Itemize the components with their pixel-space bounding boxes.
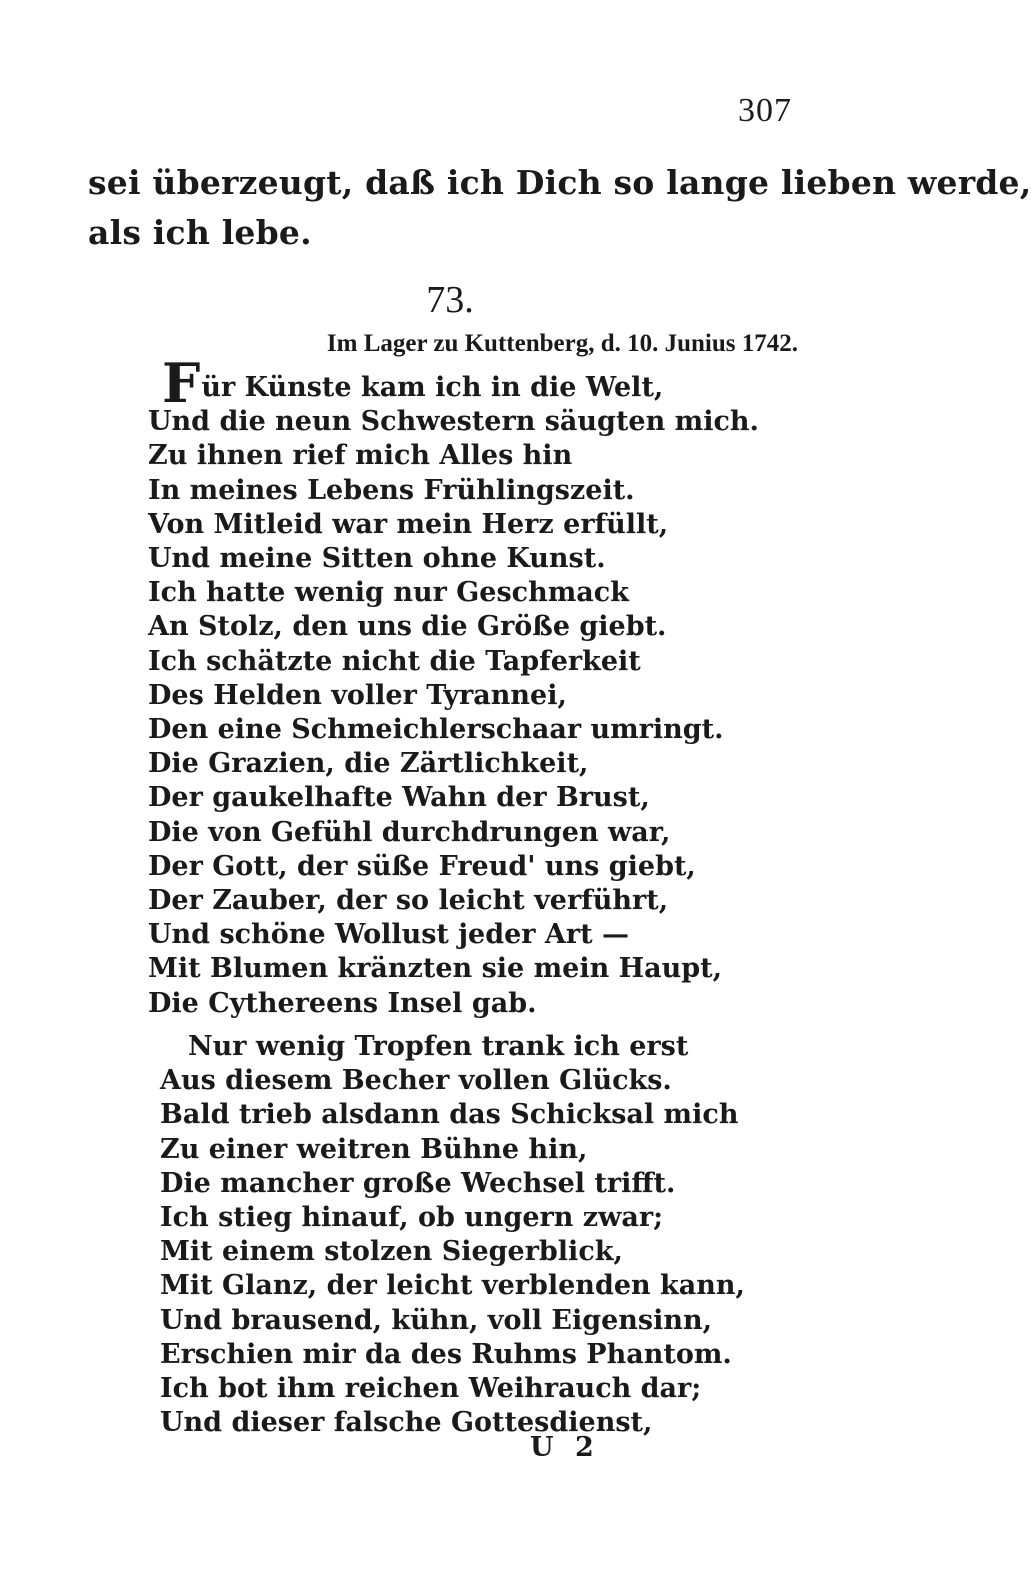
verse-line: Und die neun Schwestern säugten mich. (148, 406, 759, 438)
verse-line: Mit Glanz, der leicht verblenden kann, (160, 1270, 745, 1302)
verse-line: Die Cythereens Insel gab. (148, 987, 537, 1019)
letter-dateline: Im Lager zu Kuttenberg, d. 10. Junius 1742. (326, 330, 798, 357)
verse-line: Der Gott, der süße Freud' uns giebt, (148, 850, 696, 882)
verse-line: Der Zauber, der so leicht verführt, (148, 885, 669, 917)
drop-cap: F (162, 351, 201, 415)
verse-line: Von Mitleid war mein Herz erfüllt, (148, 508, 669, 540)
verse-line: Erschien mir da des Ruhms Phantom. (160, 1338, 732, 1370)
verse-line: Aus diesem Becher vollen Glücks. (160, 1065, 672, 1097)
verse-line: Zu einer weitren Bühne hin, (160, 1133, 588, 1165)
verse-line: Ich bot ihm reichen Weihrauch dar; (160, 1373, 702, 1405)
verse-line: Ich hatte wenig nur Geschmack (148, 577, 629, 609)
prose-line: als ich lebe. (88, 213, 312, 252)
verse-line: Und meine Sitten ohne Kunst. (148, 543, 606, 575)
verse-line: Der gaukelhafte Wahn der Brust, (148, 782, 650, 814)
verse-line: Den eine Schmeichlerschaar umringt. (148, 714, 724, 746)
printer-signature-mark: U 2 (530, 1432, 600, 1463)
poem-stanza-1 (148, 351, 759, 1021)
verse-line: Des Helden voller Tyrannei, (148, 679, 567, 711)
verse-line: Und dieser falsche Gottesdienst, (160, 1407, 653, 1439)
verse-line: Bald trieb alsdann das Schicksal mich (160, 1099, 739, 1131)
verse-line: Nur wenig Tropfen trank ich erst (188, 1031, 689, 1062)
verse-line: Die mancher große Wechsel trifft. (160, 1167, 676, 1199)
verse-line: In meines Lebens Frühlingszeit. (148, 474, 635, 506)
verse-line: An Stolz, den uns die Größe giebt. (148, 611, 667, 643)
verse-line: Und schöne Wollust jeder Art — (148, 919, 629, 951)
letter-number: 73. (426, 279, 474, 321)
verse-line: Die Grazien, die Zärtlichkeit, (148, 748, 589, 780)
prose-line: sei überzeugt, daß ich Dich so lange lieben werde, (88, 163, 1031, 202)
page-number: 307 (738, 92, 792, 129)
poem-stanza-2 (160, 1030, 745, 1440)
previous-letter-ending (88, 158, 1031, 258)
verse-line: Zu ihnen rief mich Alles hin (148, 440, 573, 472)
verse-line: Mit Blumen kränzten sie mein Haupt, (148, 953, 723, 985)
first-line-text: ür Künste kam ich in die Welt, (201, 372, 664, 403)
poem-first-line (148, 351, 759, 415)
verse-line: Und brausend, kühn, voll Eigensinn, (160, 1304, 713, 1336)
verse-line: Ich schätzte nicht die Tapferkeit (148, 645, 641, 677)
verse-line: Mit einem stolzen Siegerblick, (160, 1236, 623, 1268)
verse-line: Die von Gefühl durchdrungen war, (148, 816, 671, 848)
verse-line: Ich stieg hinauf, ob ungern zwar; (160, 1202, 664, 1234)
